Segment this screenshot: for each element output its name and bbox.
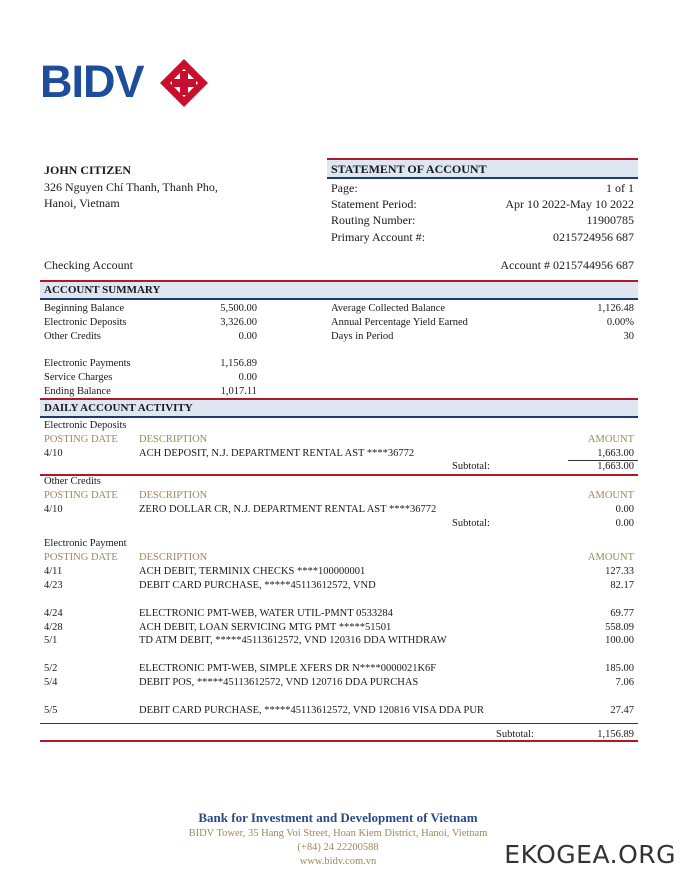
summary-value: 1,156.89 [220,358,257,369]
customer-name: JOHN CITIZEN [44,163,132,177]
row-description: ACH DEBIT, TERMINIX CHECKS ****100000001 [139,566,366,577]
row-description: ACH DEPOSIT, N.J. DEPARTMENT RENTAL AST ****36772 [139,448,415,459]
summary-value: 1,126.48 [597,303,634,314]
row-date: 5/4 [44,677,58,688]
column-headers [44,551,638,565]
summary-value: 3,326.00 [220,317,257,328]
table-row [44,503,638,517]
summary-title-rule [40,298,638,300]
statement-field-label: Statement Period: [331,197,417,211]
row-amount: 7.06 [615,677,634,688]
row-description: DEBIT CARD PURCHASE, *****45113612572, VND [139,580,376,591]
summary-label: Average Collected Balance [331,303,446,314]
row-amount: 69.77 [610,608,634,619]
customer-address-line1: 326 Nguyen Chí Thanh, Thanh Pho, [44,180,218,194]
logo-wordmark: BIDV [40,56,144,107]
column-headers [44,433,638,447]
customer-address-line2: Hanoi, Vietnam [44,196,120,210]
statement-field-label: Page: [331,181,358,195]
activity-title-rule [40,416,638,418]
subtotal-label: Subtotal: [452,461,490,472]
account-number: Account # 0215744956 687 [500,258,634,272]
table-row [44,704,638,718]
col-date-header: POSTING DATE [44,434,118,445]
statement-field-value: Apr 10 2022-May 10 2022 [505,197,634,211]
row-description: ELECTRONIC PMT-WEB, WATER UTIL-PMNT 0533284 [139,608,393,619]
col-desc-header: DESCRIPTION [139,434,208,445]
deposits-bottom-rule [40,474,638,476]
section-title-payments: Electronic Payment [44,538,127,549]
summary-label: Other Credits [44,331,101,342]
row-amount: 558.09 [605,622,634,633]
table-row [44,447,638,461]
footer-website[interactable]: www.bidv.com.vn [299,856,377,867]
row-description: DEBIT CARD PURCHASE, *****45113612572, VND 120816 VISA DDA PUR [139,705,484,716]
row-amount: 27.47 [610,705,634,716]
row-description: DEBIT POS, *****45113612572, VND 120716 DDA PURCHAS [139,677,419,688]
table-row [44,634,638,648]
col-desc-header: DESCRIPTION [139,552,208,563]
footer-phone: (+84) 24 22200588 [297,842,379,853]
footer-bank-name: Bank for Investment and Development of Vietnam [198,810,478,825]
subtotal-row [44,517,638,531]
summary-label: Ending Balance [44,386,111,397]
statement-field-value: 0215724956 687 [553,230,634,244]
statement-field-label: Routing Number: [331,213,416,227]
row-date: 4/24 [44,608,63,619]
section-title-credits: Other Credits [44,476,101,487]
summary-value: 5,500.00 [220,303,257,314]
summary-value: 0.00% [606,317,634,328]
summary-value: 30 [623,331,634,342]
row-date: 5/5 [44,705,58,716]
row-date: 4/28 [44,622,63,633]
table-row [44,662,638,676]
summary-value: 0.00 [238,331,257,342]
row-description: ELECTRONIC PMT-WEB, SIMPLE XFERS DR N****0000021K6F [139,663,437,674]
table-row [44,579,638,593]
summary-label: Annual Percentage Yield Earned [331,317,468,328]
col-date-header: POSTING DATE [44,490,118,501]
row-amount: 185.00 [605,663,634,674]
activity-bottom-rule [40,740,638,742]
subtotal-row [44,460,638,474]
bidv-logo [40,55,210,109]
row-description: ZERO DOLLAR CR, N.J. DEPARTMENT RENTAL AST ****36772 [139,504,437,515]
column-headers [44,489,638,503]
row-date: 5/2 [44,663,58,674]
row-amount: 0.00 [615,504,634,515]
row-amount: 100.00 [605,635,634,646]
subtotal-rule [568,460,638,461]
table-row [44,565,638,579]
activity-title: DAILY ACCOUNT ACTIVITY [44,402,193,414]
subtotal-value: 1,663.00 [597,461,634,472]
subtotal-value: 1,156.89 [597,729,634,740]
summary-label: Electronic Deposits [44,317,127,328]
statement-field-value: 11900785 [586,213,634,227]
statement-title: STATEMENT OF ACCOUNT [331,162,487,176]
row-date: 4/10 [44,448,63,459]
table-row [44,621,638,635]
row-date: 4/11 [44,566,63,577]
summary-label: Beginning Balance [44,303,125,314]
row-date: 4/10 [44,504,63,515]
table-row [44,607,638,621]
statement-field-value: 1 of 1 [606,181,634,195]
table-row [44,676,638,690]
summary-label: Service Charges [44,372,113,383]
row-description: TD ATM DEBIT, *****45113612572, VND 120316 DDA WITHDRAW [139,635,447,646]
watermark: EKOGEA.ORG [504,840,676,869]
statement-field-label: Primary Account #: [331,230,425,244]
summary-value: 1,017.11 [220,386,257,397]
statement-title-rule [327,177,638,179]
col-date-header: POSTING DATE [44,552,118,563]
col-amount-header: AMOUNT [587,552,634,563]
payments-rule [40,723,638,724]
summary-title: ACCOUNT SUMMARY [44,284,161,296]
col-amount-header: AMOUNT [587,490,634,501]
summary-label: Electronic Payments [44,358,131,369]
summary-value: 0.00 [238,372,257,383]
subtotal-value: 0.00 [615,518,634,529]
section-title-deposits: Electronic Deposits [44,420,127,431]
footer-address: BIDV Tower, 35 Hang Voi Street, Hoan Kiem District, Hanoi, Vietnam [188,828,488,839]
account-type: Checking Account [44,258,133,272]
summary-label: Days in Period [331,331,394,342]
row-amount: 127.33 [605,566,634,577]
row-date: 5/1 [44,635,58,646]
row-description: ACH DEBIT, LOAN SERVICING MTG PMT *****51501 [139,622,392,633]
subtotal-label: Subtotal: [496,729,534,740]
col-desc-header: DESCRIPTION [139,490,208,501]
row-amount: 1,663.00 [597,448,634,459]
row-amount: 82.17 [610,580,634,591]
col-amount-header: AMOUNT [587,434,634,445]
logo-diamond-icon [158,57,210,109]
row-date: 4/23 [44,580,63,591]
subtotal-label: Subtotal: [452,518,490,529]
